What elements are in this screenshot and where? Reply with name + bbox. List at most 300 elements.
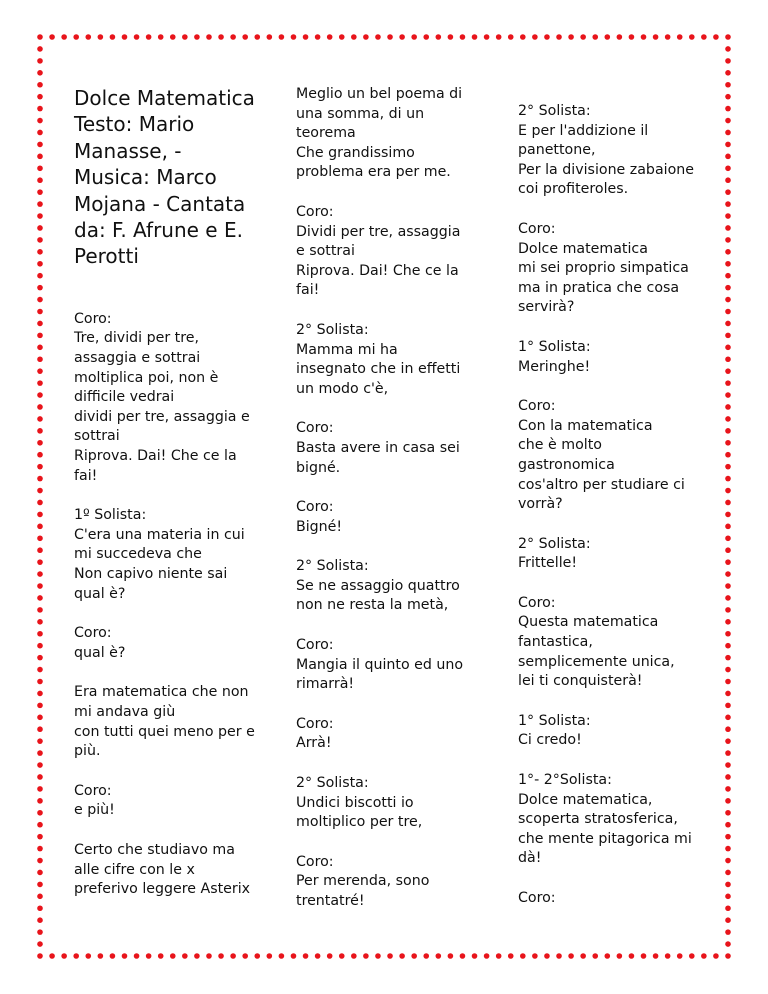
border-dot xyxy=(73,34,79,40)
border-dot xyxy=(37,607,43,613)
border-dot xyxy=(725,440,731,446)
border-dot xyxy=(725,165,731,171)
lyric-line: cos'altro per studiare ci vorrà? xyxy=(518,476,685,513)
border-dot xyxy=(725,524,731,530)
border-dot xyxy=(254,953,260,959)
border-dot xyxy=(218,34,224,40)
border-dot xyxy=(725,571,731,577)
lyrics-column-3 xyxy=(518,102,702,929)
border-dot xyxy=(725,309,731,315)
border-dot xyxy=(37,345,43,351)
border-dot xyxy=(725,547,731,553)
lyrics-stanza xyxy=(74,624,256,663)
border-dot xyxy=(206,34,212,40)
border-dot xyxy=(37,440,43,446)
border-dot xyxy=(568,953,574,959)
lyrics-stanza xyxy=(74,683,256,761)
border-dot xyxy=(677,953,683,959)
border-dot xyxy=(725,882,731,888)
lyric-line: 2° Solista: xyxy=(296,321,369,338)
lyric-line: Tre, dividi per tre, assaggia e sottrai xyxy=(74,330,201,367)
lyric-line: Mamma mi ha insegnato che in effetti un modo c'è, xyxy=(296,341,461,397)
border-dot xyxy=(37,738,43,744)
border-dot xyxy=(37,667,43,673)
border-dot xyxy=(146,953,152,959)
border-dot xyxy=(37,416,43,422)
border-dot xyxy=(37,846,43,852)
lyric-line: moltiplica poi, non è difficile vedrai xyxy=(74,369,219,406)
border-dot xyxy=(496,953,502,959)
lyrics-stanza xyxy=(518,889,702,909)
border-dot xyxy=(725,154,731,160)
border-dot xyxy=(37,822,43,828)
border-dot xyxy=(725,142,731,148)
border-dot xyxy=(37,46,43,52)
border-dot xyxy=(37,571,43,577)
border-dot xyxy=(49,953,55,959)
border-dot xyxy=(37,559,43,565)
lyric-line: 1º Solista: xyxy=(74,507,147,524)
lyrics-stanza xyxy=(518,771,702,869)
border-dot xyxy=(363,34,369,40)
lyrics-column-2 xyxy=(296,85,470,932)
lyrics-stanza xyxy=(296,636,470,695)
border-dot xyxy=(725,476,731,482)
border-dot xyxy=(725,834,731,840)
lyric-line: Coro: xyxy=(74,782,112,799)
border-dot xyxy=(37,464,43,470)
lyric-line: Non capivo niente sai qual è? xyxy=(74,565,228,602)
lyrics-stanza xyxy=(296,498,470,537)
lyric-line: Coro: xyxy=(518,890,556,906)
border-dot xyxy=(170,34,176,40)
border-dot xyxy=(725,905,731,911)
border-dot xyxy=(37,225,43,231)
border-dot xyxy=(327,953,333,959)
border-dot xyxy=(725,285,731,291)
border-dot xyxy=(37,130,43,136)
border-dot xyxy=(37,595,43,601)
border-dot xyxy=(725,130,731,136)
lyric-line: 2° Solista: xyxy=(296,558,369,575)
border-dot xyxy=(411,953,417,959)
border-dot xyxy=(580,953,586,959)
border-dot xyxy=(37,917,43,923)
border-dot xyxy=(49,34,55,40)
border-dot xyxy=(725,70,731,76)
border-dot xyxy=(146,34,152,40)
border-dot xyxy=(508,953,514,959)
lyric-line: Undici biscotti io moltiplico per tre, xyxy=(296,794,423,831)
border-dot xyxy=(725,774,731,780)
border-dot xyxy=(37,870,43,876)
border-dot xyxy=(37,428,43,434)
border-dot xyxy=(37,404,43,410)
border-dot xyxy=(604,34,610,40)
border-dot xyxy=(37,380,43,386)
border-dot xyxy=(122,34,128,40)
border-dot xyxy=(37,894,43,900)
border-dot xyxy=(37,726,43,732)
border-dot xyxy=(37,476,43,482)
border-dot xyxy=(725,762,731,768)
lyric-line: Era matematica che non mi andava giù xyxy=(74,684,249,720)
border-dot xyxy=(85,34,91,40)
border-dot xyxy=(242,34,248,40)
border-dot xyxy=(37,631,43,637)
border-dot xyxy=(725,512,731,518)
border-dot xyxy=(37,34,43,40)
border-dot xyxy=(725,34,731,40)
border-dot xyxy=(725,94,731,100)
border-dot xyxy=(37,356,43,362)
lyric-line: 1°- 2°Solista: xyxy=(518,772,612,789)
border-dot xyxy=(37,691,43,697)
border-dot xyxy=(98,34,104,40)
lyric-line: Coro: xyxy=(74,310,112,327)
border-dot xyxy=(617,953,623,959)
border-dot xyxy=(182,34,188,40)
lyric-line: Coro: xyxy=(518,594,556,611)
border-dot xyxy=(339,34,345,40)
border-dot xyxy=(725,82,731,88)
border-dot xyxy=(496,34,502,40)
lyric-line: Dividi per tre, assaggia e sottrai xyxy=(296,223,461,260)
border-dot xyxy=(61,953,67,959)
border-dot xyxy=(267,953,273,959)
lyrics-stanza xyxy=(296,557,470,616)
lyric-line: che è molto gastronomica xyxy=(518,437,615,473)
border-dot xyxy=(387,953,393,959)
border-dot xyxy=(725,607,731,613)
border-dot xyxy=(725,177,731,183)
border-dot xyxy=(725,189,731,195)
lyric-line: 1° Solista: xyxy=(518,712,591,729)
border-dot xyxy=(532,34,538,40)
border-dot xyxy=(568,34,574,40)
border-dot xyxy=(725,333,731,339)
border-dot xyxy=(653,34,659,40)
border-dot xyxy=(725,500,731,506)
lyric-line: Bigné! xyxy=(296,518,343,535)
border-dot xyxy=(158,34,164,40)
border-dot xyxy=(37,118,43,124)
border-dot xyxy=(725,846,731,852)
border-dot xyxy=(61,34,67,40)
lyrics-stanza xyxy=(74,841,256,900)
lyrics-stanza xyxy=(518,397,702,515)
border-dot xyxy=(641,34,647,40)
border-dot xyxy=(532,953,538,959)
border-dot xyxy=(725,941,731,947)
border-dot xyxy=(725,786,731,792)
border-dot xyxy=(37,333,43,339)
border-dot xyxy=(206,953,212,959)
border-dot xyxy=(37,512,43,518)
border-dot xyxy=(725,894,731,900)
border-dot xyxy=(725,870,731,876)
lyric-line: e più! xyxy=(74,802,115,819)
border-dot xyxy=(37,583,43,589)
border-dot xyxy=(387,34,393,40)
border-dot xyxy=(170,953,176,959)
lyrics-stanza xyxy=(296,774,470,833)
border-dot xyxy=(230,953,236,959)
border-dot xyxy=(725,321,731,327)
border-dot xyxy=(37,882,43,888)
border-dot xyxy=(677,34,683,40)
lyric-line: E per l'addizione il panettone, xyxy=(518,122,649,159)
border-dot xyxy=(725,559,731,565)
border-dot xyxy=(725,225,731,231)
border-dot xyxy=(725,237,731,243)
lyrics-stanza xyxy=(296,321,470,399)
border-dot xyxy=(267,34,273,40)
lyric-line: con tutti quei meno per e più. xyxy=(74,723,255,760)
lyric-line: 2° Solista: xyxy=(518,535,591,552)
border-dot xyxy=(665,953,671,959)
border-dot xyxy=(725,631,731,637)
border-dot xyxy=(37,249,43,255)
lyric-line: Meringhe! xyxy=(518,358,591,375)
lyrics-stanza xyxy=(518,220,702,318)
border-dot xyxy=(592,34,598,40)
lyric-line: Questa matematica fantastica, xyxy=(518,614,659,651)
border-dot xyxy=(725,58,731,64)
border-dot xyxy=(37,655,43,661)
lyric-line: qual è? xyxy=(74,644,126,661)
border-dot xyxy=(556,953,562,959)
border-dot xyxy=(725,118,731,124)
border-dot xyxy=(37,321,43,327)
lyric-line: Meglio un bel poema di una somma, di un teorema xyxy=(296,86,463,142)
lyric-line: Basta avere in casa sei bigné. xyxy=(296,439,460,476)
lyric-line: Dolce matematica xyxy=(518,240,648,257)
border-dot xyxy=(37,488,43,494)
border-dot xyxy=(315,34,321,40)
lyrics-stanza xyxy=(74,782,256,821)
border-dot xyxy=(37,189,43,195)
lyric-line: Riprova. Dai! Che ce la fai! xyxy=(296,262,459,299)
lyrics-stanza xyxy=(518,535,702,574)
border-dot xyxy=(460,953,466,959)
border-dot xyxy=(460,34,466,40)
border-dot xyxy=(37,70,43,76)
border-dot xyxy=(725,213,731,219)
lyrics-stanza xyxy=(518,338,702,377)
border-dot xyxy=(725,643,731,649)
border-dot xyxy=(85,953,91,959)
border-dot xyxy=(617,34,623,40)
lyric-line: Che grandissimo problema era per me. xyxy=(296,144,451,181)
border-dot xyxy=(37,500,43,506)
border-dot xyxy=(725,368,731,374)
border-dot xyxy=(37,834,43,840)
border-dot xyxy=(604,953,610,959)
border-dot xyxy=(218,953,224,959)
lyric-line: lei ti conquisterà! xyxy=(518,673,643,690)
border-dot xyxy=(37,309,43,315)
border-dot xyxy=(182,953,188,959)
border-dot xyxy=(725,297,731,303)
border-dot xyxy=(37,524,43,530)
border-dot xyxy=(436,34,442,40)
border-dot xyxy=(725,691,731,697)
border-dot xyxy=(448,953,454,959)
border-dot xyxy=(520,953,526,959)
border-dot xyxy=(194,953,200,959)
border-dot xyxy=(37,273,43,279)
border-dot xyxy=(411,34,417,40)
border-dot xyxy=(423,34,429,40)
border-dot xyxy=(37,392,43,398)
border-dot xyxy=(544,953,550,959)
border-dot xyxy=(725,404,731,410)
border-dot xyxy=(448,34,454,40)
lyric-line: Coro: xyxy=(296,637,334,654)
song-title: Dolce Matematica Testo: Mario Manasse, - Musica: Marco Mojana - Cantata da: F. Afrune e E. Perotti xyxy=(74,86,255,269)
border-dot xyxy=(725,679,731,685)
border-dot xyxy=(37,261,43,267)
lyric-line: Con la matematica xyxy=(518,417,653,434)
border-dot xyxy=(725,488,731,494)
border-dot xyxy=(279,953,285,959)
lyrics-stanza xyxy=(296,203,470,301)
border-dot xyxy=(375,953,381,959)
border-dot xyxy=(37,643,43,649)
border-dot xyxy=(689,953,695,959)
border-dot xyxy=(37,941,43,947)
border-dot xyxy=(725,416,731,422)
border-dot xyxy=(37,535,43,541)
border-dot xyxy=(701,953,707,959)
border-dot xyxy=(713,34,719,40)
border-dot xyxy=(37,177,43,183)
lyric-line: Coro: xyxy=(518,220,556,237)
lyric-line: ma in pratica che cosa servirà? xyxy=(518,279,680,316)
lyric-line: semplicemente unica, xyxy=(518,653,675,670)
border-dot xyxy=(134,953,140,959)
border-dot xyxy=(725,464,731,470)
border-dot xyxy=(399,953,405,959)
border-dot xyxy=(37,858,43,864)
border-dot xyxy=(37,106,43,112)
lyrics-stanza xyxy=(296,85,470,183)
lyrics-column-1 xyxy=(74,85,256,920)
border-dot xyxy=(291,953,297,959)
border-dot xyxy=(436,953,442,959)
lyric-line: mi sei proprio simpatica xyxy=(518,260,689,277)
border-dot xyxy=(725,822,731,828)
border-dot xyxy=(725,345,731,351)
border-dot xyxy=(641,953,647,959)
border-dot xyxy=(725,619,731,625)
border-dot xyxy=(73,953,79,959)
border-dot xyxy=(254,34,260,40)
lyric-line: Per la divisione zabaione coi profiteroles. xyxy=(518,161,694,198)
border-dot xyxy=(725,714,731,720)
border-dot xyxy=(122,953,128,959)
border-dot xyxy=(315,953,321,959)
lyric-line: che mente pitagorica mi dà! xyxy=(518,830,692,867)
border-dot xyxy=(725,249,731,255)
border-dot xyxy=(484,953,490,959)
lyric-line: scoperta stratosferica, xyxy=(518,811,678,828)
border-dot xyxy=(725,858,731,864)
border-dot xyxy=(508,34,514,40)
lyric-line: preferivo leggere Asterix xyxy=(74,881,251,898)
border-dot xyxy=(327,34,333,40)
lyric-line: 2° Solista: xyxy=(296,775,369,792)
border-dot xyxy=(291,34,297,40)
lyrics-stanza xyxy=(296,853,470,912)
border-dot xyxy=(230,34,236,40)
border-dot xyxy=(37,774,43,780)
border-dot xyxy=(37,786,43,792)
border-dot xyxy=(725,655,731,661)
lyric-line: C'era una materia in cui mi succedeva che xyxy=(74,526,245,563)
border-dot xyxy=(725,738,731,744)
border-dot xyxy=(110,34,116,40)
border-dot xyxy=(725,798,731,804)
border-dot xyxy=(303,953,309,959)
border-dot xyxy=(37,285,43,291)
border-dot xyxy=(580,34,586,40)
border-dot xyxy=(520,34,526,40)
border-dot xyxy=(629,34,635,40)
border-dot xyxy=(725,356,731,362)
lyric-line: dividi per tre, assaggia e sottrai xyxy=(74,408,250,445)
border-dot xyxy=(484,34,490,40)
border-dot xyxy=(544,34,550,40)
border-dot xyxy=(37,58,43,64)
border-dot xyxy=(472,953,478,959)
lyric-line: Frittelle! xyxy=(518,555,578,572)
border-dot xyxy=(37,201,43,207)
lyric-line: Coro: xyxy=(296,420,334,437)
border-dot xyxy=(725,667,731,673)
border-dot xyxy=(37,547,43,553)
border-dot xyxy=(725,703,731,709)
border-dot xyxy=(37,619,43,625)
border-dot xyxy=(592,953,598,959)
border-dot xyxy=(37,165,43,171)
border-dot xyxy=(37,142,43,148)
lyric-line: Coro: xyxy=(296,499,334,516)
border-dot xyxy=(725,380,731,386)
border-dot xyxy=(37,810,43,816)
border-dot xyxy=(37,798,43,804)
border-dot xyxy=(37,953,43,959)
border-dot xyxy=(725,106,731,112)
lyric-line: Certo che studiavo ma alle cifre con le x xyxy=(74,841,235,878)
lyrics-stanza xyxy=(296,715,470,754)
border-dot xyxy=(37,750,43,756)
lyric-line: Coro: xyxy=(296,853,334,870)
border-dot xyxy=(375,34,381,40)
border-dot xyxy=(37,703,43,709)
border-dot xyxy=(242,953,248,959)
border-dot xyxy=(725,595,731,601)
border-dot xyxy=(37,714,43,720)
lyrics-stanza xyxy=(518,102,702,200)
border-dot xyxy=(37,213,43,219)
border-dot xyxy=(725,810,731,816)
border-dot xyxy=(725,428,731,434)
border-dot xyxy=(725,929,731,935)
border-dot xyxy=(37,94,43,100)
border-dot xyxy=(725,201,731,207)
